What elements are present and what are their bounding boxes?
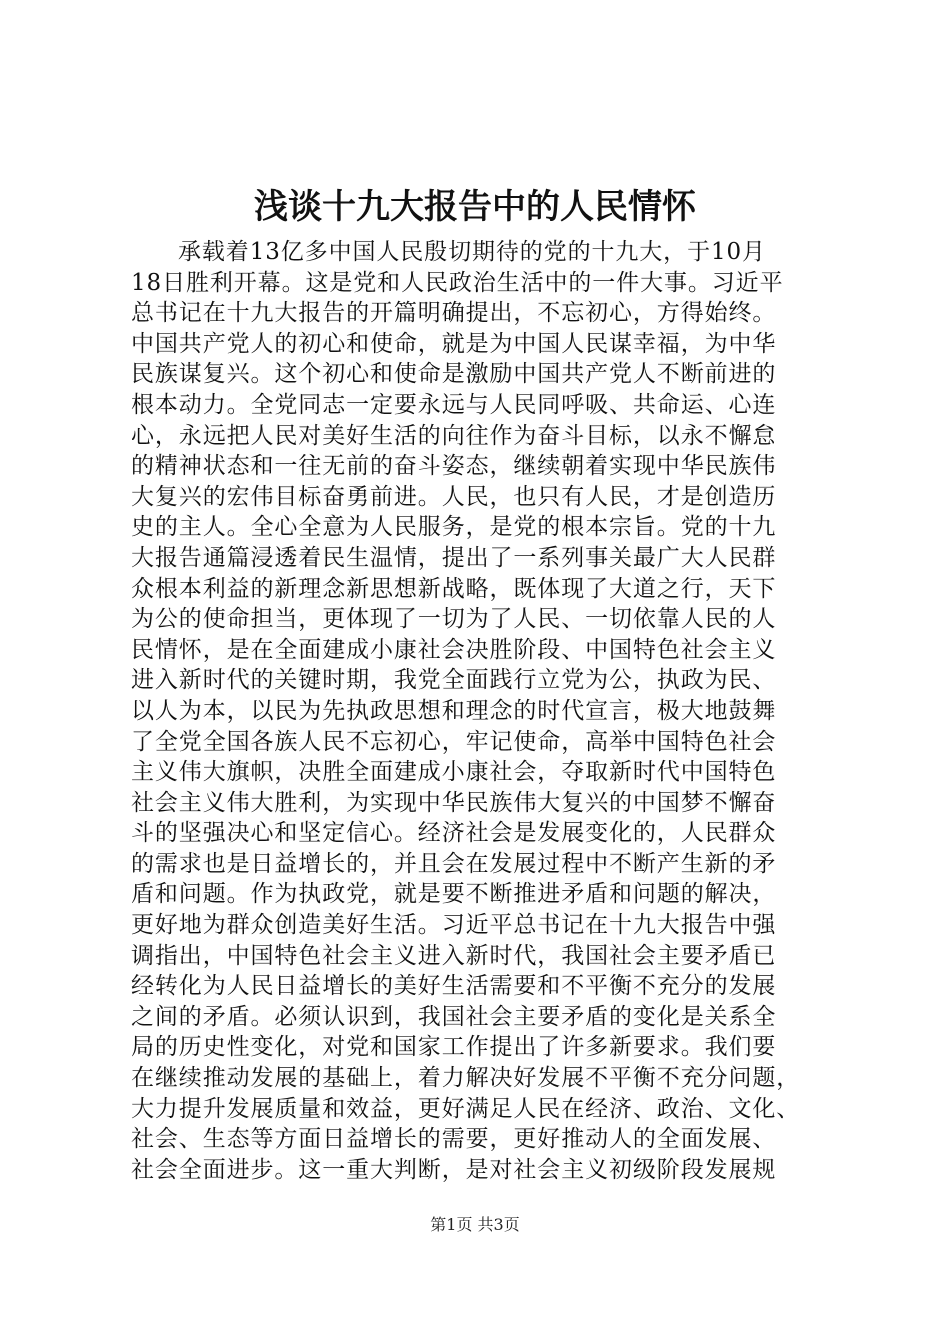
paragraph-line: 了全党全国各族人民不忘初心，牢记使命，高举中国特色社会: [131, 728, 777, 755]
paragraph-line: 为公的使命担当，更体现了一切为了人民、一切依靠人民的人: [131, 606, 777, 633]
document-title: 浅谈十九大报告中的人民情怀: [254, 187, 696, 227]
paragraph-line: 更好地为群众创造美好生活。习近平总书记在十九大报告中强: [131, 912, 777, 939]
paragraph-line: 调指出，中国特色社会主义进入新时代，我国社会主要矛盾已: [131, 942, 777, 969]
paragraph-line: 社会、生态等方面日益增长的需要，更好推动人的全面发展、: [131, 1126, 777, 1153]
paragraph-line: 在继续推动发展的基础上，着力解决好发展不平衡不充分问题，: [131, 1065, 801, 1092]
paragraph-line: 总书记在十九大报告的开篇明确提出，不忘初心，方得始终。: [131, 300, 777, 327]
paragraph-line: 主义伟大旗帜，决胜全面建成小康社会，夺取新时代中国特色: [131, 759, 777, 786]
paragraph-line: 民情怀，是在全面建成小康社会决胜阶段、中国特色社会主义: [131, 636, 777, 663]
document-body: [131, 237, 831, 1185]
paragraph-line: 根本动力。全党同志一定要永远与人民同呼吸、共命运、心连: [131, 391, 777, 418]
paragraph-line: 斗的坚强决心和坚定信心。经济社会是发展变化的，人民群众: [131, 820, 777, 847]
paragraph-line: 局的历史性变化，对党和国家工作提出了许多新要求。我们要: [131, 1034, 777, 1061]
paragraph-line: 盾和问题。作为执政党，就是要不断推进矛盾和问题的解决，: [131, 881, 777, 908]
paragraph-line: 的需求也是日益增长的，并且会在发展过程中不断产生新的矛: [131, 850, 777, 877]
paragraph-line: 社会主义伟大胜利，为实现中华民族伟大复兴的中国梦不懈奋: [131, 789, 777, 816]
paragraph-line: 史的主人。全心全意为人民服务，是党的根本宗旨。党的十九: [131, 514, 777, 541]
paragraph-line: 众根本利益的新理念新思想新战略，既体现了大道之行，天下: [131, 575, 777, 602]
page-footer: 第1页 共3页: [430, 1215, 520, 1234]
paragraph-line: 民族谋复兴。这个初心和使命是激励中国共产党人不断前进的: [131, 361, 777, 388]
paragraph-line: 心，永远把人民对美好生活的向往作为奋斗目标，以永不懈怠: [131, 422, 777, 449]
paragraph-line: 的精神状态和一往无前的奋斗姿态，继续朝着实现中华民族伟: [131, 453, 777, 480]
paragraph-line: 经转化为人民日益增长的美好生活需要和不平衡不充分的发展: [131, 973, 777, 1000]
paragraph-line: 之间的矛盾。必须认识到，我国社会主要矛盾的变化是关系全: [131, 1003, 777, 1030]
paragraph-line: 大力提升发展质量和效益，更好满足人民在经济、政治、文化、: [131, 1095, 801, 1122]
paragraph-line: 18日胜利开幕。这是党和人民政治生活中的一件大事。习近平: [131, 269, 784, 296]
paragraph-line: 承载着13亿多中国人民殷切期待的党的十九大，于10月: [178, 239, 766, 265]
paragraph-line: 以人为本，以民为先执政思想和理念的时代宣言，极大地鼓舞: [131, 697, 777, 724]
paragraph-line: 大复兴的宏伟目标奋勇前进。人民，也只有人民，才是创造历: [131, 483, 777, 510]
paragraph-line: 中国共产党人的初心和使命，就是为中国人民谋幸福，为中华: [131, 330, 777, 357]
paragraph-line: 大报告通篇浸透着民生温情，提出了一系列事关最广大人民群: [131, 544, 777, 571]
paragraph-line: 社会全面进步。这一重大判断，是对社会主义初级阶段发展规: [131, 1156, 777, 1183]
paragraph-line: 进入新时代的关键时期，我党全面践行立党为公，执政为民、: [131, 667, 777, 694]
